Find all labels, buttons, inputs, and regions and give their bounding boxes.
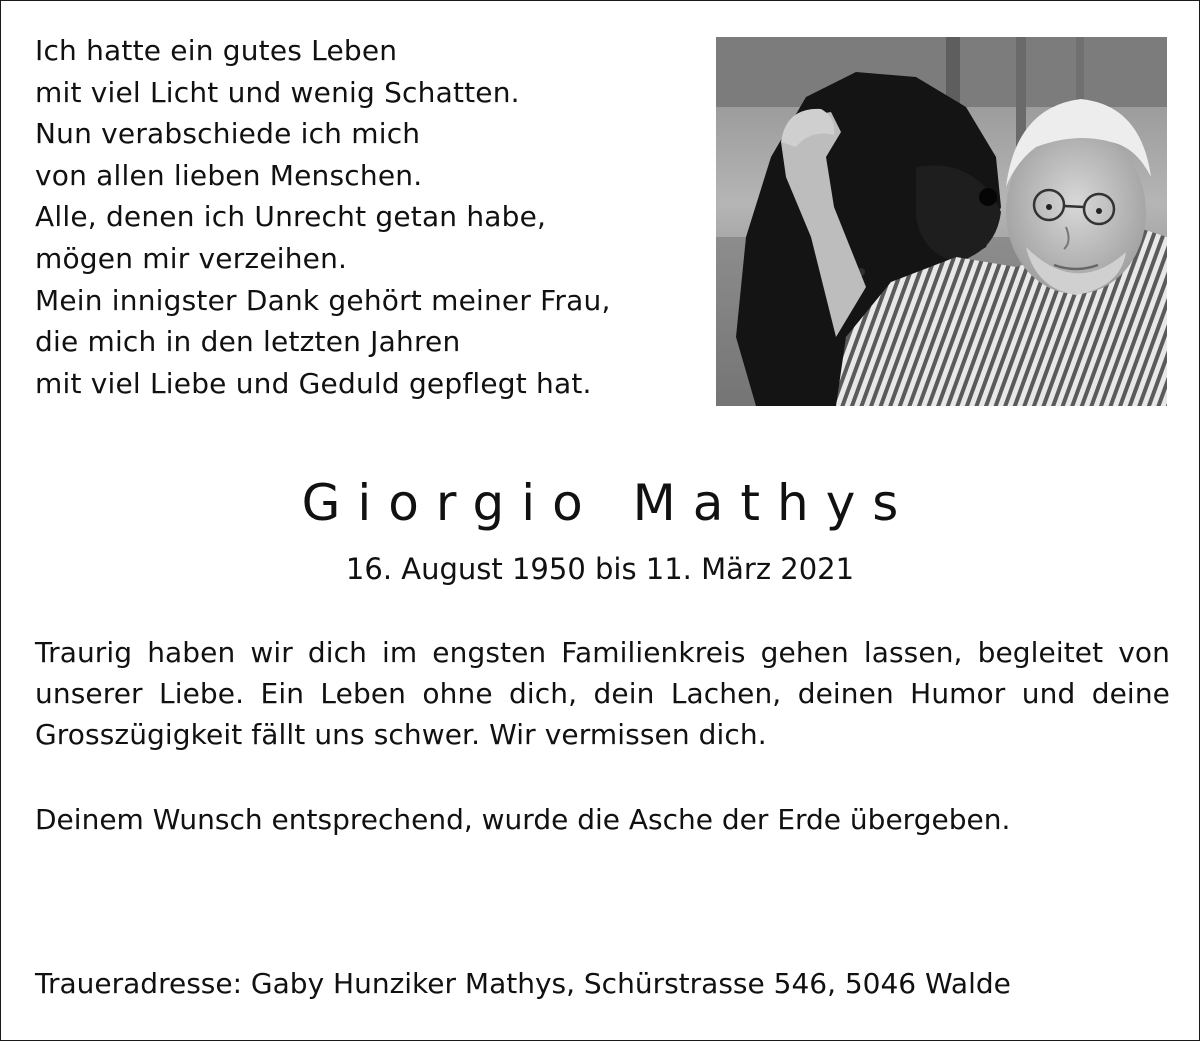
poem-line: von allen lieben Menschen. <box>35 158 423 192</box>
poem-line: Nun verabschiede ich mich <box>35 117 421 151</box>
poem-line: Alle, denen ich Unrecht getan habe, <box>35 200 547 234</box>
poem-line: Ich hatte ein gutes Leben <box>35 34 398 67</box>
life-dates: 16. August 1950 bis 11. März 2021 <box>345 552 855 586</box>
portrait-photo-icon <box>716 37 1167 406</box>
poem-line: mögen mir verzeihen. <box>35 241 348 275</box>
poem-line: die mich in den letzten Jahren <box>35 325 461 359</box>
poem-line: Mein innigster Dank gehört meiner Frau, <box>35 283 611 317</box>
deceased-name: Giorgio Mathys <box>301 474 916 532</box>
mourning-message: Traurig haben wir dich im engsten Familienkreis gehen lassen, begleitet von unserer Liebe. Ein Leben ohne dich, dein Lachen, deinen Humor und deine Grosszügigkeit fällt uns schwer. Wir vermissen dich. <box>35 636 1170 751</box>
poem-line: mit viel Liebe und Geduld gepflegt hat. <box>35 366 592 400</box>
poem-line: mit viel Licht und wenig Schatten. <box>35 75 520 109</box>
portrait-photo <box>716 37 1167 406</box>
burial-note: Deinem Wunsch entsprechend, wurde die Asche der Erde übergeben. <box>35 803 1011 836</box>
mourning-address: Traueradresse: Gaby Hunziker Mathys, Schürstrasse 546, 5046 Walde <box>35 967 1011 1000</box>
farewell-poem <box>35 30 695 404</box>
